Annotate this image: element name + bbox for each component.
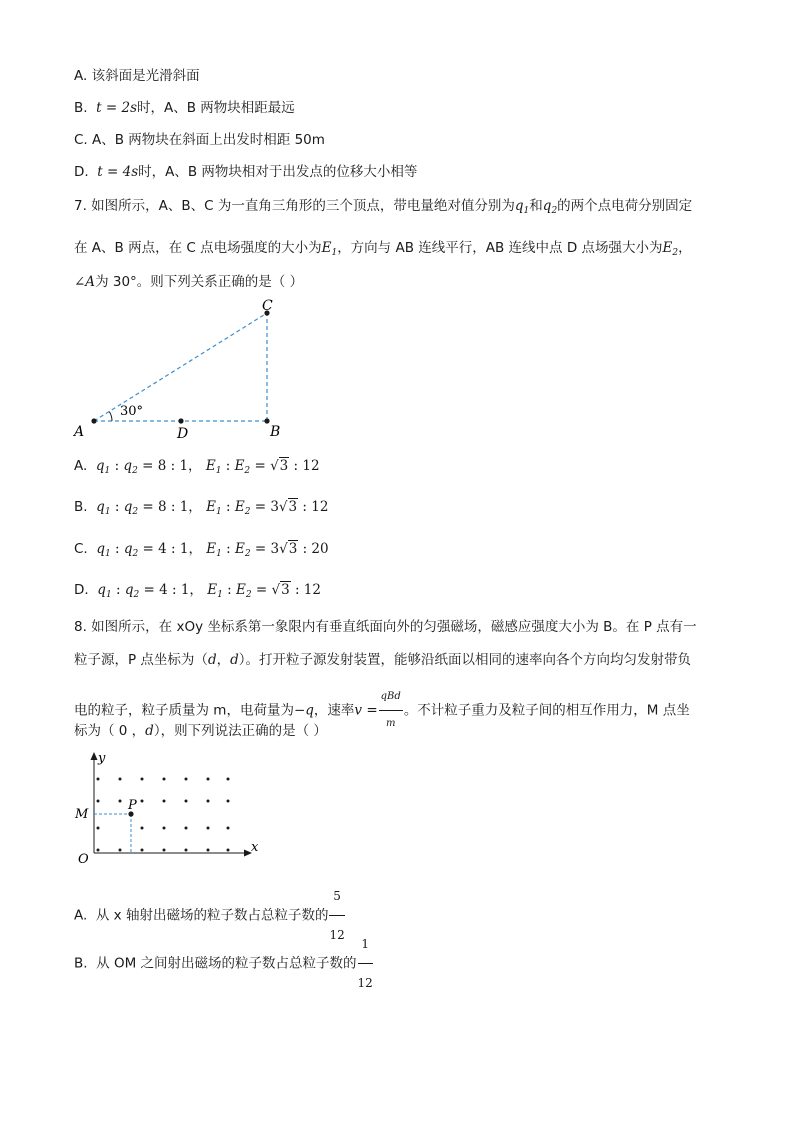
e-radicand: 3 [288,541,298,557]
e-coef: 3 [270,541,280,557]
field-dot [97,800,100,803]
e1-symbol: $E_1$ [321,240,338,258]
e-denominator: 12 [302,458,320,474]
d-var: d [207,652,217,668]
q6-option-a: A. 该斜面是光滑斜面 [74,68,200,84]
text: 7. 如图所示，A、B、C 为一直角三角形的三个顶点，带电量绝对值分别为 [74,198,515,214]
e2-symbol: $E_2$ [662,240,679,258]
field-dot [207,827,210,830]
field-dot [141,849,144,852]
text: ），则下列说法正确的是（ ） [153,723,327,739]
field-dot [97,827,100,830]
label-o: O [78,852,89,867]
text: ）。打开粒子源发射装置，能够沿纸面以相同的速率向各个方向均匀发射带负 [238,652,691,668]
fraction-denominator: 12 [329,928,345,942]
text: 和 [529,198,543,214]
text: ， [216,652,231,668]
y-axis-arrow-icon [91,752,98,760]
e-denominator: 20 [311,541,329,557]
time-eq: t = 4s [97,164,139,180]
q2-symbol: $q_2$ [542,198,558,216]
time-eq: t = 2s [96,100,137,116]
option-label: C. [74,541,88,557]
q6-option-b [74,102,295,116]
q7-option-c: C. $q_1$ : $q_2 = 4$ : 1， $E_1$ : $E_2 = 3√3$ : 20 [74,541,329,559]
magnetic-field-figure [70,748,270,868]
text: 的两个点电荷分别固定 [557,198,693,214]
option-label: A. [74,907,88,924]
q-ratio: 4 : 1 [159,582,190,598]
q6-option-d [74,166,417,180]
q6-option-c: C. A、B 两物块在斜面上出发时相距 50m [74,132,325,148]
triangle-figure [70,300,290,445]
text: 为 30°。则下列关系正确的是（ ） [95,274,304,290]
option-text: 从 OM 之间射出磁场的粒子数占总粒子数的 [96,955,357,972]
text: ，方向与 AB 连线平行，AB 连线中点 D 点场强大小为 [337,240,663,256]
fraction [358,926,373,1001]
point-d [178,418,183,423]
field-dot [207,849,210,852]
label-a: A [74,424,85,440]
charge-symbol: −q [293,702,314,719]
label-c: C [262,298,273,314]
label-y: y [98,751,106,766]
fraction-denominator: m [385,718,396,729]
option-label: A. [74,458,88,474]
d-var: d [230,652,239,668]
angle-arc [109,412,112,422]
field-dot [119,800,122,803]
q1-symbol: $q_1$ [514,198,530,216]
field-dot [141,800,144,803]
q7-stem-line2 [74,242,692,258]
fraction-numerator: qBd [379,685,403,711]
point-b [264,418,269,423]
field-dot [207,800,210,803]
fraction-numerator: 5 [329,878,344,916]
label-m: M [75,807,89,822]
label-p: P [128,798,137,813]
e-radicand: 3 [288,499,298,515]
option-text: 时，A、B 两物块相对于出发点的位移大小相等 [138,164,418,180]
text: 标为（ 0 ， [74,723,146,739]
text: 在 A、B 两点，在 C 点电场强度的大小为 [74,240,322,256]
fraction-numerator: 1 [358,926,373,964]
d-var: d [145,723,154,739]
e-radicand: 3 [281,582,290,598]
option-label: B. [74,955,88,972]
option-label: B. [74,100,88,116]
label-d: D [177,426,189,442]
q8-stem-line1: 8. 如图所示，在 xOy 坐标系第一象限内有垂直纸面向外的匀强磁场，磁感应强度大小为 B。在 P 点有一 [74,619,697,635]
field-dot [185,849,188,852]
label-b: B [270,424,281,440]
field-dot [119,849,122,852]
option-text: 从 x 轴射出磁场的粒子数占总粒子数的 [95,907,329,924]
q-ratio: 4 : 1 [158,541,189,557]
field-dot [163,849,166,852]
text: 粒子源，P 点坐标为（ [74,652,208,668]
q-ratio: 8 : 1 [157,458,189,474]
field-dot [97,849,100,852]
field-dot [185,778,188,781]
option-text: 时，A、B 两物块相距最远 [137,100,295,116]
option-label: B. [74,499,88,515]
field-dot [227,800,230,803]
text: ，速率 [313,702,355,719]
field-dot [97,778,100,781]
point-a [91,418,96,423]
q7-stem-line1 [74,200,692,216]
q7-option-a: A. $q_1$ : $q_2 = 8$ : 1， $E_1$ : $E_2 = √3$ : 12 [74,458,320,476]
q8-stem-line2 [74,654,691,668]
q7-option-b: B. $q_1$ : $q_2 = 8$ : 1， $E_1$ : $E_2 = 3√3$ : 12 [74,499,329,517]
e-denominator: 12 [311,499,329,515]
option-label: D. [74,164,89,180]
q7-stem-line3 [74,276,303,290]
option-label: D. [74,582,89,598]
field-dot [185,827,188,830]
q7-option-d: D. $q_1$ : $q_2 = 4$ : 1， $E_1$ : $E_2 = √3$ : 12 [74,582,321,600]
field-dot [163,778,166,781]
field-dot [141,778,144,781]
angle-a-symbol: ∠A [74,274,96,290]
text: 电的粒子，粒子质量为 m，电荷量为 [74,702,294,719]
text: 。不计粒子重力及粒子间的相互作用力，M 点坐 [403,702,690,719]
field-dot [185,800,188,803]
e-radicand: 3 [279,458,289,474]
q8-stem-line4 [74,725,327,739]
field-dot [227,849,230,852]
velocity-fraction [379,685,403,736]
field-dot [163,827,166,830]
label-x: x [251,840,259,855]
fraction-denominator: 12 [357,976,373,990]
field-dot [227,827,230,830]
angle-label: 30° [120,404,144,419]
q-ratio: 8 : 1 [157,499,189,515]
field-dot [227,778,230,781]
velocity-symbol: v = [354,702,378,719]
field-dot [207,778,210,781]
text: ， [678,240,692,256]
q8-option-b [74,926,374,1001]
field-dot [141,827,144,830]
field-dot [119,778,122,781]
e-denominator: 12 [303,582,321,598]
e-coef: 3 [270,499,279,515]
field-dot [163,800,166,803]
